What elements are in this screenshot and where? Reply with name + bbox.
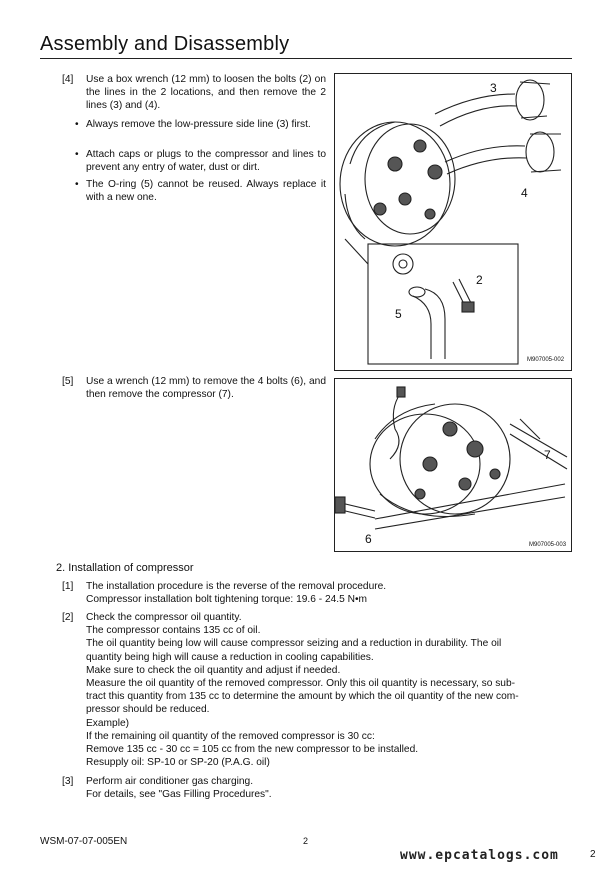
bullet-item: • The O-ring (5) cannot be reused. Always replace it with a new one.: [75, 179, 326, 203]
bullet-text: Always remove the low-pressure side line (3) first.: [86, 119, 311, 130]
compressor-lines-illustration: [335, 74, 571, 370]
callout-5: 5: [395, 307, 402, 321]
item-line: Example): [86, 717, 130, 729]
step-5: [62, 375, 327, 405]
side-page-number: 2: [590, 849, 596, 860]
item-line: The compressor contains 135 cc of oil.: [86, 625, 261, 637]
figure-compressor-removal: [334, 378, 572, 552]
item-line: The oil quantity being low will cause compressor seizing and a reduction in durability. The oil: [86, 638, 502, 650]
install-item-2: [62, 611, 582, 773]
item-line: Check the compressor oil quantity.: [86, 612, 242, 623]
item-line: Perform air conditioner gas charging.: [86, 776, 254, 787]
item-line: Remove 135 cc - 30 cc = 105 cc from the new compressor to be installed.: [86, 744, 419, 756]
item-line: Resupply oil: SP-10 or SP-20 (P.A.G. oil): [86, 757, 270, 769]
callout-6: 6: [365, 532, 372, 546]
install-item-3: [62, 775, 582, 803]
step-number: [4]: [62, 74, 74, 85]
title-rule: [40, 58, 572, 59]
callout-3: 3: [490, 81, 497, 95]
figure-code: M907005-002: [527, 357, 565, 363]
figure-compressor-lines: [334, 73, 572, 371]
item-line: tract this quantity from 135 cc to determine the amount by which the oil quantity of the new com-: [86, 691, 519, 703]
watermark: www.epcatalogs.com: [400, 848, 559, 863]
figure-code: M907005-003: [529, 542, 567, 548]
bullet-text: Attach caps or plugs to the compressor and lines to prevent any entry of water, dust or dirt.: [86, 149, 326, 173]
step-4: [62, 73, 327, 113]
callout-4: 4: [521, 186, 528, 200]
compressor-removal-illustration: [335, 379, 571, 551]
item-line: Make sure to check the oil quantity and adjust if needed.: [86, 664, 341, 676]
step-text: Use a box wrench (12 mm) to loosen the bolts (2) on the lines in the 2 locations, and then remove the 2 lines (3) and (4).: [86, 74, 326, 111]
item-number: [3]: [62, 776, 74, 787]
callout-2: 2: [476, 273, 483, 287]
bullet-text: The O-ring (5) cannot be reused. Always replace it with a new one.: [86, 179, 326, 203]
item-line: quantity being high will cause a reduction in cooling capabilities.: [86, 651, 374, 663]
item-line: For details, see "Gas Filling Procedures".: [86, 789, 272, 801]
install-item-1: [62, 580, 582, 608]
bullet-item: • Attach caps or plugs to the compressor and lines to prevent any entry of water, dust or dirt.: [75, 149, 326, 173]
item-number: [1]: [62, 581, 74, 592]
item-line: The installation procedure is the reverse of the removal procedure.: [86, 581, 387, 592]
callout-7: 7: [544, 448, 551, 462]
document-code: WSM-07-07-005EN: [40, 836, 128, 847]
page-title: Assembly and Disassembly: [40, 33, 290, 55]
item-line: Measure the oil quantity of the removed compressor. Only this oil quantity is necessary, so sub-: [86, 678, 516, 690]
item-line: Compressor installation bolt tightening torque: 19.6 - 24.5 N•m: [86, 594, 368, 606]
step-number: [5]: [62, 376, 74, 387]
item-line: pressor should be reduced.: [86, 704, 210, 716]
item-line: If the remaining oil quantity of the removed compressor is 30 cc:: [86, 730, 375, 742]
item-number: [2]: [62, 612, 74, 623]
step-text: Use a wrench (12 mm) to remove the 4 bolts (6), and then remove the compressor (7).: [86, 376, 326, 400]
bullet-item: • Always remove the low-pressure side line (3) first.: [75, 118, 327, 144]
section-heading: 2. Installation of compressor: [56, 562, 194, 574]
page-number: 2: [303, 836, 309, 846]
